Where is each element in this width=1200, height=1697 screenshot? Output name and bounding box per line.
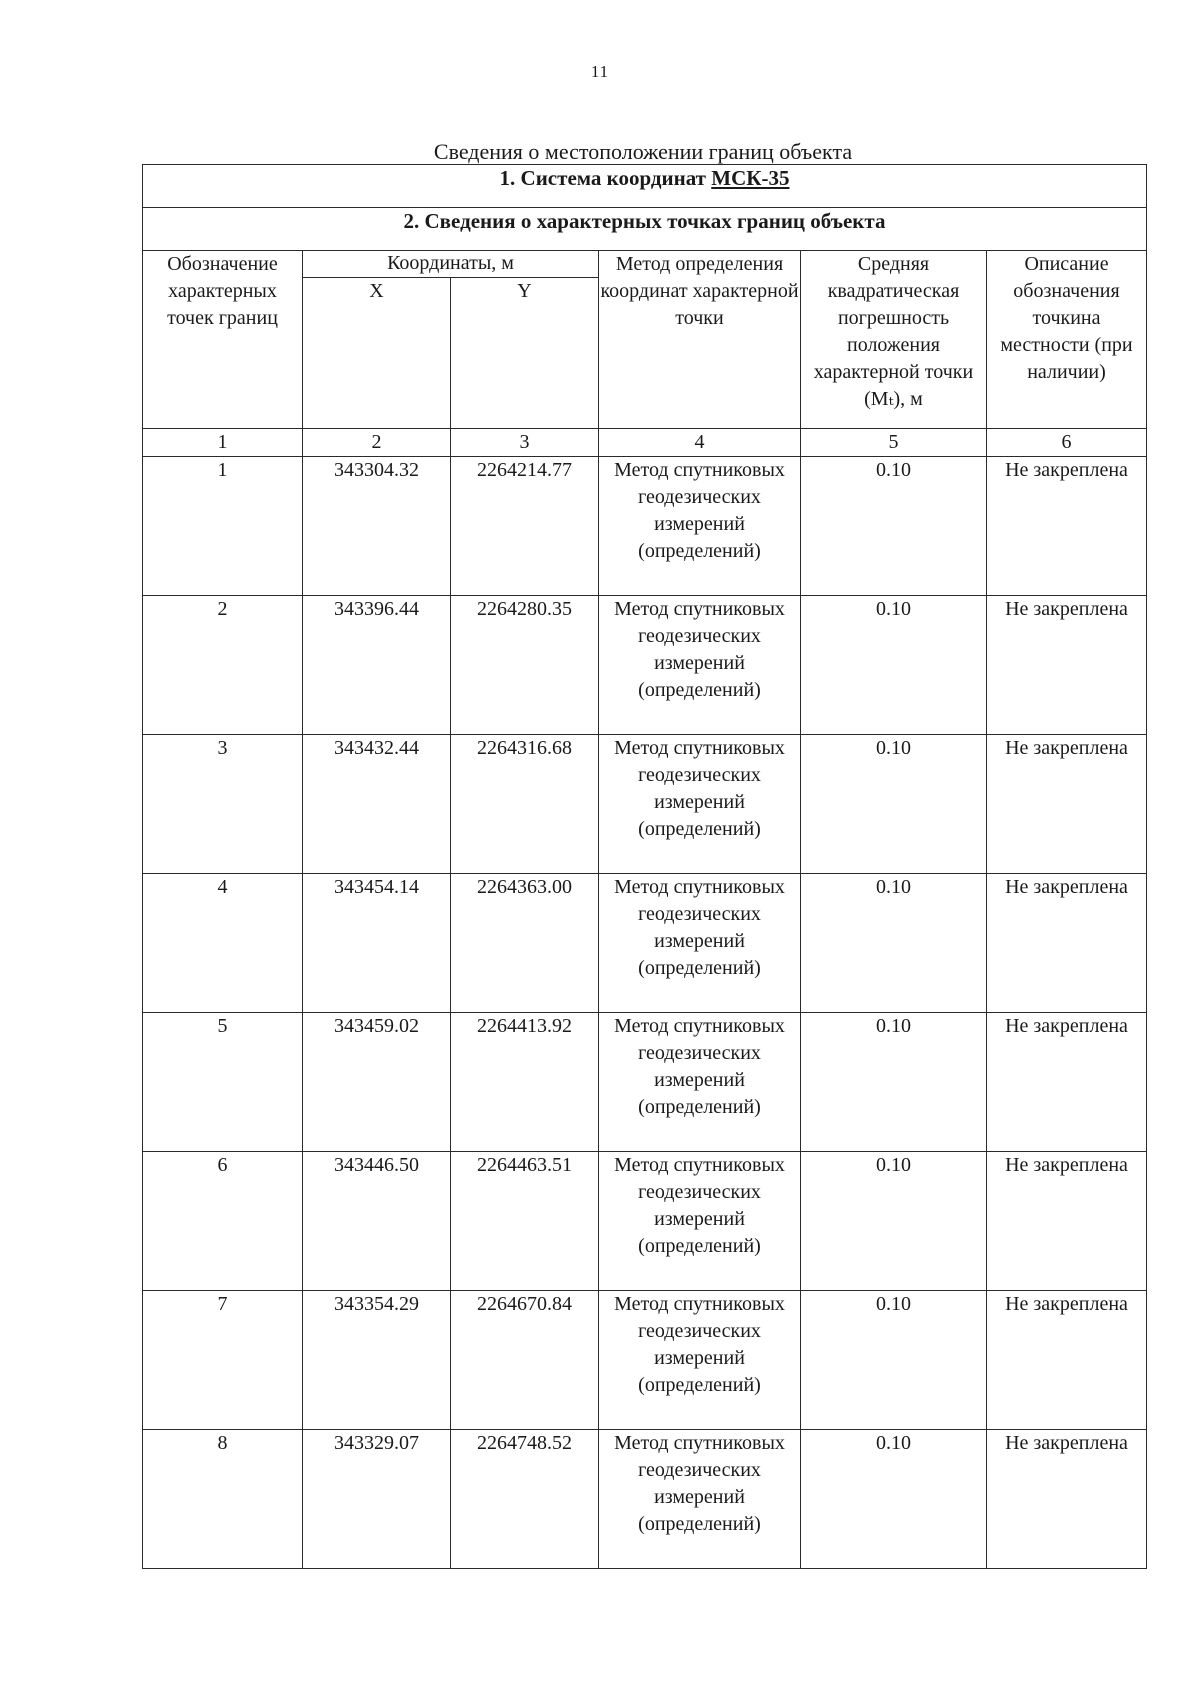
boundary-points-table — [142, 164, 1147, 1569]
table-row — [143, 1013, 1147, 1152]
cell-y: 2264748.52 — [451, 1430, 599, 1569]
coordinate-system-cell — [143, 165, 1147, 208]
cell-y: 2264670.84 — [451, 1291, 599, 1430]
document-title: Сведения о местоположении границ объекта — [433, 139, 853, 164]
cell-x: 343446.50 — [303, 1152, 451, 1291]
cell-point: 3 — [143, 735, 303, 874]
cell-y: 2264316.68 — [451, 735, 599, 874]
cell-point: 7 — [143, 1291, 303, 1430]
table-row — [143, 457, 1147, 596]
cell-method: Метод спутниковых геодезических измерений (определений) — [599, 1430, 801, 1569]
table-row — [143, 1430, 1147, 1569]
cell-x: 343329.07 — [303, 1430, 451, 1569]
cell-accuracy: 0.10 — [801, 457, 987, 596]
column-number: 5 — [801, 429, 987, 457]
cell-method: Метод спутниковых геодезических измерений (определений) — [599, 1291, 801, 1430]
column-number: 6 — [987, 429, 1147, 457]
cell-description: Не закреплена — [987, 735, 1147, 874]
header-y: Y — [451, 278, 599, 429]
header-description: Описание обозначения точкина местности (при наличии) — [987, 251, 1147, 429]
column-number: 4 — [599, 429, 801, 457]
table-row — [143, 874, 1147, 1013]
cell-accuracy: 0.10 — [801, 596, 987, 735]
column-number: 1 — [143, 429, 303, 457]
table-row — [143, 596, 1147, 735]
cell-point: 8 — [143, 1430, 303, 1569]
cell-accuracy: 0.10 — [801, 874, 987, 1013]
cell-y: 2264280.35 — [451, 596, 599, 735]
cell-method: Метод спутниковых геодезических измерений (определений) — [599, 735, 801, 874]
cell-description: Не закреплена — [987, 1430, 1147, 1569]
header-x: X — [303, 278, 451, 429]
cell-description: Не закреплена — [987, 457, 1147, 596]
cell-point: 5 — [143, 1013, 303, 1152]
column-number: 3 — [451, 429, 599, 457]
cell-method: Метод спутниковых геодезических измерений (определений) — [599, 457, 801, 596]
header-accuracy: Средняя квадратическая погрешность положения характерной точки (Mₜ), м — [801, 251, 987, 429]
cell-y: 2264463.51 — [451, 1152, 599, 1291]
header-point-designation: Обозначение характерных точек границ — [143, 251, 303, 429]
cell-y: 2264363.00 — [451, 874, 599, 1013]
cell-description: Не закреплена — [987, 596, 1147, 735]
cell-y: 2264214.77 — [451, 457, 599, 596]
cell-point: 2 — [143, 596, 303, 735]
header-method: Метод определения координат характерной точки — [599, 251, 801, 429]
cell-method: Метод спутниковых геодезических измерений (определений) — [599, 1013, 801, 1152]
cell-accuracy: 0.10 — [801, 1013, 987, 1152]
table-row — [143, 1152, 1147, 1291]
cell-method: Метод спутниковых геодезических измерений (определений) — [599, 1152, 801, 1291]
cell-x: 343459.02 — [303, 1013, 451, 1152]
cell-x: 343454.14 — [303, 874, 451, 1013]
cell-description: Не закреплена — [987, 874, 1147, 1013]
header-row — [143, 251, 1147, 278]
coordinate-system-row — [143, 165, 1147, 208]
header-coordinates-group: Координаты, м — [303, 251, 599, 278]
table-row — [143, 735, 1147, 874]
cell-method: Метод спутниковых геодезических измерений (определений) — [599, 596, 801, 735]
column-number: 2 — [303, 429, 451, 457]
cell-y: 2264413.92 — [451, 1013, 599, 1152]
coordinate-system-value: МСК-35 — [711, 166, 790, 190]
cell-x: 343432.44 — [303, 735, 451, 874]
cell-method: Метод спутниковых геодезических измерений (определений) — [599, 874, 801, 1013]
cell-accuracy: 0.10 — [801, 1152, 987, 1291]
cell-point: 1 — [143, 457, 303, 596]
coordinate-system-label: 1. Система координат — [499, 166, 706, 190]
cell-accuracy: 0.10 — [801, 1291, 987, 1430]
cell-description: Не закреплена — [987, 1152, 1147, 1291]
cell-accuracy: 0.10 — [801, 1430, 987, 1569]
cell-description: Не закреплена — [987, 1291, 1147, 1430]
cell-description: Не закреплена — [987, 1013, 1147, 1152]
section-heading-row — [143, 208, 1147, 251]
section-heading: 2. Сведения о характерных точках границ объекта — [143, 208, 1147, 251]
cell-x: 343396.44 — [303, 596, 451, 735]
page-number: 11 — [590, 62, 610, 81]
column-number-row — [143, 429, 1147, 457]
cell-x: 343354.29 — [303, 1291, 451, 1430]
cell-point: 4 — [143, 874, 303, 1013]
cell-accuracy: 0.10 — [801, 735, 987, 874]
table-row — [143, 1291, 1147, 1430]
cell-x: 343304.32 — [303, 457, 451, 596]
cell-point: 6 — [143, 1152, 303, 1291]
